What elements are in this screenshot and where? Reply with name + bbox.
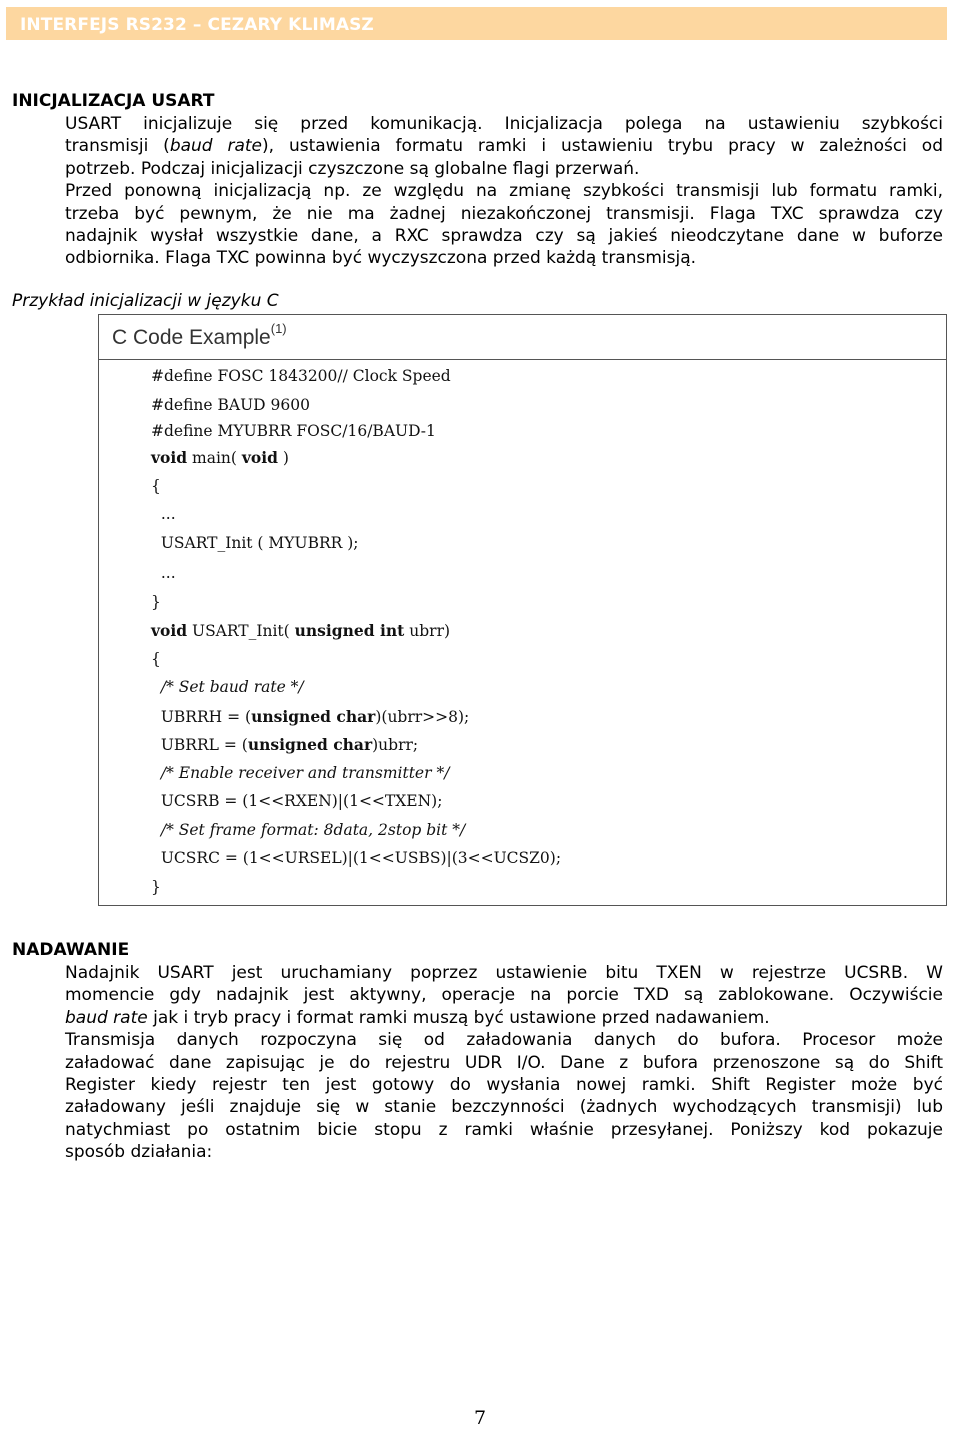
code-keyword: unsigned int bbox=[294, 621, 405, 640]
code-text: )ubrr; bbox=[372, 736, 419, 754]
code-keyword: void bbox=[151, 448, 188, 467]
nadawanie-line: momencie gdy nadajnik jest aktywny, operacje na porcie TXD są zablokowane. Oczywiście bbox=[65, 985, 943, 1006]
code-text: { bbox=[151, 477, 161, 495]
code-line bbox=[151, 735, 418, 754]
code-text: ... bbox=[151, 505, 176, 523]
code-keyword: unsigned char bbox=[251, 707, 376, 726]
nadawanie-line: Register kiedy rejestr ten jest gotowy do wysłania nowej ramki. Shift Register może być bbox=[65, 1074, 943, 1095]
code-line bbox=[151, 878, 161, 896]
code-line bbox=[151, 764, 449, 782]
code-line bbox=[151, 534, 359, 552]
usart-init-italic-term: baud rate bbox=[169, 136, 263, 157]
code-comment: /* Set frame format: 8data, 2stop bit */ bbox=[151, 821, 466, 839]
code-text: )(ubrr>>8); bbox=[375, 708, 470, 726]
code-text: UBRRH = ( bbox=[151, 708, 252, 726]
code-line bbox=[151, 564, 176, 582]
code-example-footnote-mark: (1) bbox=[270, 321, 287, 336]
code-example-title bbox=[112, 321, 287, 350]
code-line bbox=[151, 650, 161, 668]
nadawanie-line: załadować dane zapisując je do rejestru UDR I/O. Dane z bufora przenoszone są do Shift bbox=[65, 1052, 943, 1073]
code-text: #define MYUBRR FOSC/16/BAUD-1 bbox=[151, 422, 436, 440]
code-comment: /* Set baud rate */ bbox=[151, 678, 304, 696]
usart-init-line: nadajnik wysłał wszystkie dane, a RXC sprawdza czy są jakieś nieodczytane dane w buforze bbox=[65, 225, 943, 246]
nadawanie-text: jak i tryb pracy i format ramki muszą być ustawione przed nadawaniem. bbox=[147, 1007, 770, 1028]
code-keyword: unsigned char bbox=[247, 735, 373, 754]
usart-init-text: transmisji ( bbox=[65, 136, 170, 157]
code-text: USART_Init( bbox=[187, 622, 295, 640]
usart-init-text: ), ustawienia formatu ramki i ustawieniu trybu pracy w zależności od bbox=[262, 136, 943, 157]
code-text: ) bbox=[277, 449, 289, 467]
code-text: USART_Init ( MYUBRR ); bbox=[151, 534, 359, 552]
code-keyword: void bbox=[151, 621, 188, 640]
usart-init-line: trzeba być pewnym, że nie ma żadnej niezakończonej transmisji. Flaga TXC sprawdza czy bbox=[65, 203, 943, 224]
code-text: UCSRB = (1<<RXEN)|(1<<TXEN); bbox=[151, 792, 443, 810]
code-line bbox=[151, 821, 465, 839]
nadawanie-line bbox=[65, 1007, 943, 1029]
code-line bbox=[151, 678, 304, 696]
code-line bbox=[151, 367, 451, 385]
code-text: #define FOSC 1843200// Clock Speed bbox=[151, 367, 451, 385]
code-text: } bbox=[151, 593, 161, 611]
code-line bbox=[151, 849, 561, 867]
code-example-header bbox=[99, 315, 946, 360]
code-keyword: void bbox=[241, 448, 278, 467]
usart-init-line bbox=[65, 135, 943, 157]
code-line bbox=[151, 448, 289, 467]
code-line bbox=[151, 593, 161, 611]
usart-init-line: odbiornika. Flaga TXC powinna być wyczyszczona przed każdą transmisją. bbox=[65, 248, 697, 269]
page-header-title: INTERFEJS RS232 – CEZARY KLIMASZ bbox=[20, 15, 374, 35]
section-heading-usart-init: INICJALIZACJA USART bbox=[12, 91, 215, 111]
example-caption: Przykład inicjalizacji w języku C bbox=[12, 291, 279, 311]
code-line bbox=[151, 707, 469, 726]
code-line bbox=[151, 505, 176, 523]
nadawanie-line: sposób działania: bbox=[65, 1142, 213, 1163]
code-text: #define BAUD 9600 bbox=[151, 396, 310, 414]
code-text: { bbox=[151, 650, 161, 668]
code-line bbox=[151, 621, 450, 640]
nadawanie-italic-term: baud rate bbox=[65, 1007, 148, 1028]
paragraph-nadawanie bbox=[65, 962, 943, 1164]
code-example-box bbox=[98, 314, 947, 906]
paragraph-usart-init bbox=[65, 113, 943, 270]
code-line bbox=[151, 792, 442, 810]
code-text: UCSRC = (1<<URSEL)|(1<<USBS)|(3<<UCSZ0); bbox=[151, 849, 562, 867]
section-heading-nadawanie: NADAWANIE bbox=[12, 940, 130, 960]
code-text: main( bbox=[187, 449, 242, 467]
page-header-bar bbox=[6, 7, 947, 40]
nadawanie-line: Nadajnik USART jest uruchamiany poprzez ustawienie bitu TXEN w rejestrze UCSRB. W bbox=[65, 963, 943, 983]
code-comment: /* Enable receiver and transmitter */ bbox=[151, 764, 450, 782]
code-line bbox=[151, 422, 436, 440]
code-text: ubrr) bbox=[404, 622, 451, 640]
code-line bbox=[151, 396, 310, 414]
nadawanie-line: załadowany jeśli znajduje się w stanie bezczynności (żadnych wychodzących transmisji) lub bbox=[65, 1097, 943, 1118]
code-text: UBRRL = ( bbox=[151, 736, 248, 754]
usart-init-line: potrzeb. Podczaj inicjalizacji czyszczone są globalne flagi przerwań. bbox=[65, 158, 640, 179]
nadawanie-line: natychmiast po ostatnim bicie stopu z ramki właśnie przesyłanej. Poniższy kod pokazuje bbox=[65, 1119, 943, 1140]
usart-init-line: USART inicjalizuje się przed komunikacją. Inicjalizacja polega na ustawieniu szybkości bbox=[65, 114, 943, 134]
code-text: } bbox=[151, 878, 161, 896]
code-example-title-text: C Code Example bbox=[112, 326, 271, 349]
nadawanie-line: Transmisja danych rozpoczyna się od załadowania danych do bufora. Procesor może bbox=[65, 1030, 943, 1051]
usart-init-line: Przed ponowną inicjalizacją np. ze względu na zmianę szybkości transmisji lub formatu ramki, bbox=[65, 181, 943, 202]
code-text: ... bbox=[151, 564, 176, 582]
page-number: 7 bbox=[473, 1407, 487, 1429]
code-line bbox=[151, 477, 161, 495]
